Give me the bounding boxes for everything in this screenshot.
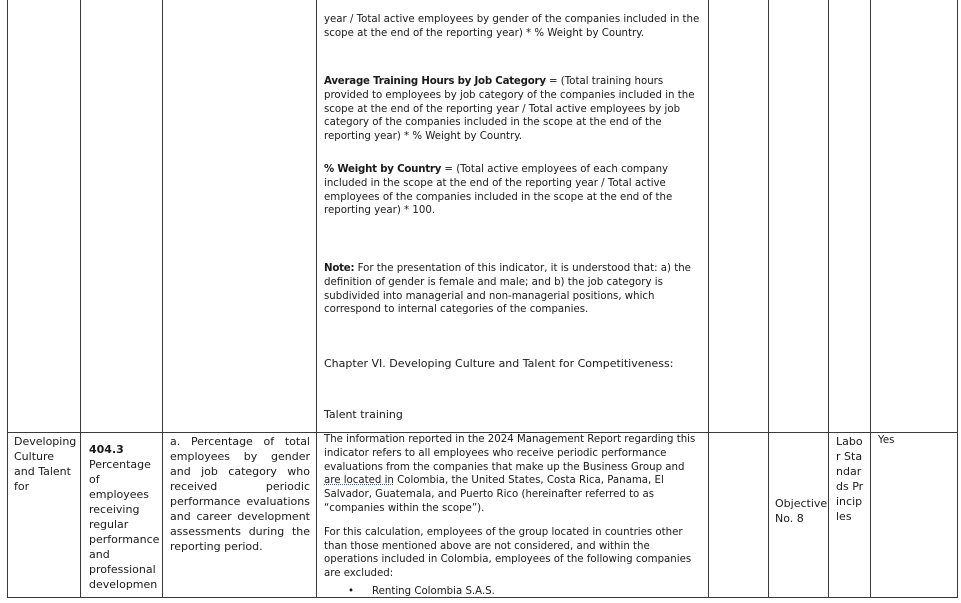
formula-label: Average Training Hours by Job Category [324,76,546,87]
answer-cell: Yes [878,435,895,446]
formula-fragment: year / Total active employees by gender of the companies included in the scope at the end of the reporting year) * % Weight by Country. [324,14,700,39]
talent-training-label: Talent training [324,408,403,421]
col-border [870,0,871,598]
requirement-cell: a. Percentage of total employees by gender and job category who received periodic performance evaluations and career development assessments during the reporting period. [170,435,310,553]
avg-training-by-job-formula: Average Training Hours by Job Category = (Total training hours provided to employees by job category of the companies included in the scope at the end of the reporting year / Total active employees by job category of the companies included in the scope at the end of the reporting year) * % Weight by Country. [324,76,695,143]
bullet-icon: • [348,586,355,597]
weight-by-country-formula: % Weight by Country = (Total active employees of each company included in the scope at the end of the reporting year / Total active employees of the companies included in the scope at the end of the reporting year) * 100. [324,164,673,217]
col-border [316,0,317,598]
information-cell: The information reported in the 2024 Management Report regarding this indicator refers to all employees who receive periodic performance evaluations from the companies that make up the Business Group and are located in Colombia, the United States, Costa Rica, Panama, El Salvador, Guatemala, and Puerto Rico (hereinafter referred to as “companies within the scope”). For this calculation, employees of the group located in countries other than those mentioned above are not considered, and within the operations included in Colombia, employees of the following companies are excluded: [324,434,696,580]
report-table: year / Total active employees by gender of the companies included in the scope at the end of the reporting year) * % Weight by Country. Average Training Hours by Job Category = (Total training hours provided to employees by job category of the companies included in the scope at the end of the reporting year / Total active employees by job category of the companies included in the scope at the end of the reporting year) * % Weight by Country. % Weight by Country = (Total active employees of each company included in the scope at the end of the reporting year / Total active employees of the companies included in the scope at the end of the reporting year) * 100. Note: For the presentation of this indicator, it is understood that: a) the definition of gender is female and male; and b) the job category is subdivided into managerial and non-managerial positions, which correspond to internal categories of the companies. Chapter VI. Developing Culture and Talent for Competitiveness: Talent training Developing Culture and Talent for 404.3 Percentage of employees receiving regular performance and professional developmen a. Percentage of total employees by gender and job category who received periodic performance evaluations and career development assessments during the reporting period. The information reported in the 2024 Management Report regarding this indicator refers to all employees who receive periodic performance evaluations from the companies that make up the Business Group and are located in Colombia, the United States, Costa Rica, Panama, El Salvador, Guatemala, and Puerto Rico (hereinafter referred to as “companies within the scope”). For this calculation, employees of the group located in countries other than those mentioned above are not considered, and within the operations included in Colombia, employees of the following companies are excluded: • Renting Colombia S.A.S. Objective No. 8 Labor Standards Principles Yes [0,0,961,603]
spelling-marked-text: are located in [324,475,394,487]
principles-cell: Labor Standards Principles [836,435,864,523]
col-border [768,0,769,598]
chapter-reference: Chapter VI. Developing Culture and Talent for Competitiveness: [324,357,674,370]
col-border [7,0,8,598]
topic-cell: Developing Culture and Talent for [14,435,77,493]
objective-cell: Objective No. 8 [775,497,828,525]
indicator-cell [89,442,159,592]
indicator-title: Percentage of employees receiving regular performance and professional developmen [89,458,160,591]
col-border [162,0,163,598]
formula-label: % Weight by Country [324,164,442,175]
indicator-code: 404.3 [89,443,124,456]
note-label: Note: [324,263,355,274]
col-border [957,0,958,598]
col-border [708,0,709,598]
col-border [80,0,81,598]
indicator-note: Note: For the presentation of this indicator, it is understood that: a) the definition of gender is female and male; and b) the job category is subdivided into managerial and non-managerial positions, which correspond to internal categories of the companies. [324,263,691,316]
col-border [828,0,829,598]
